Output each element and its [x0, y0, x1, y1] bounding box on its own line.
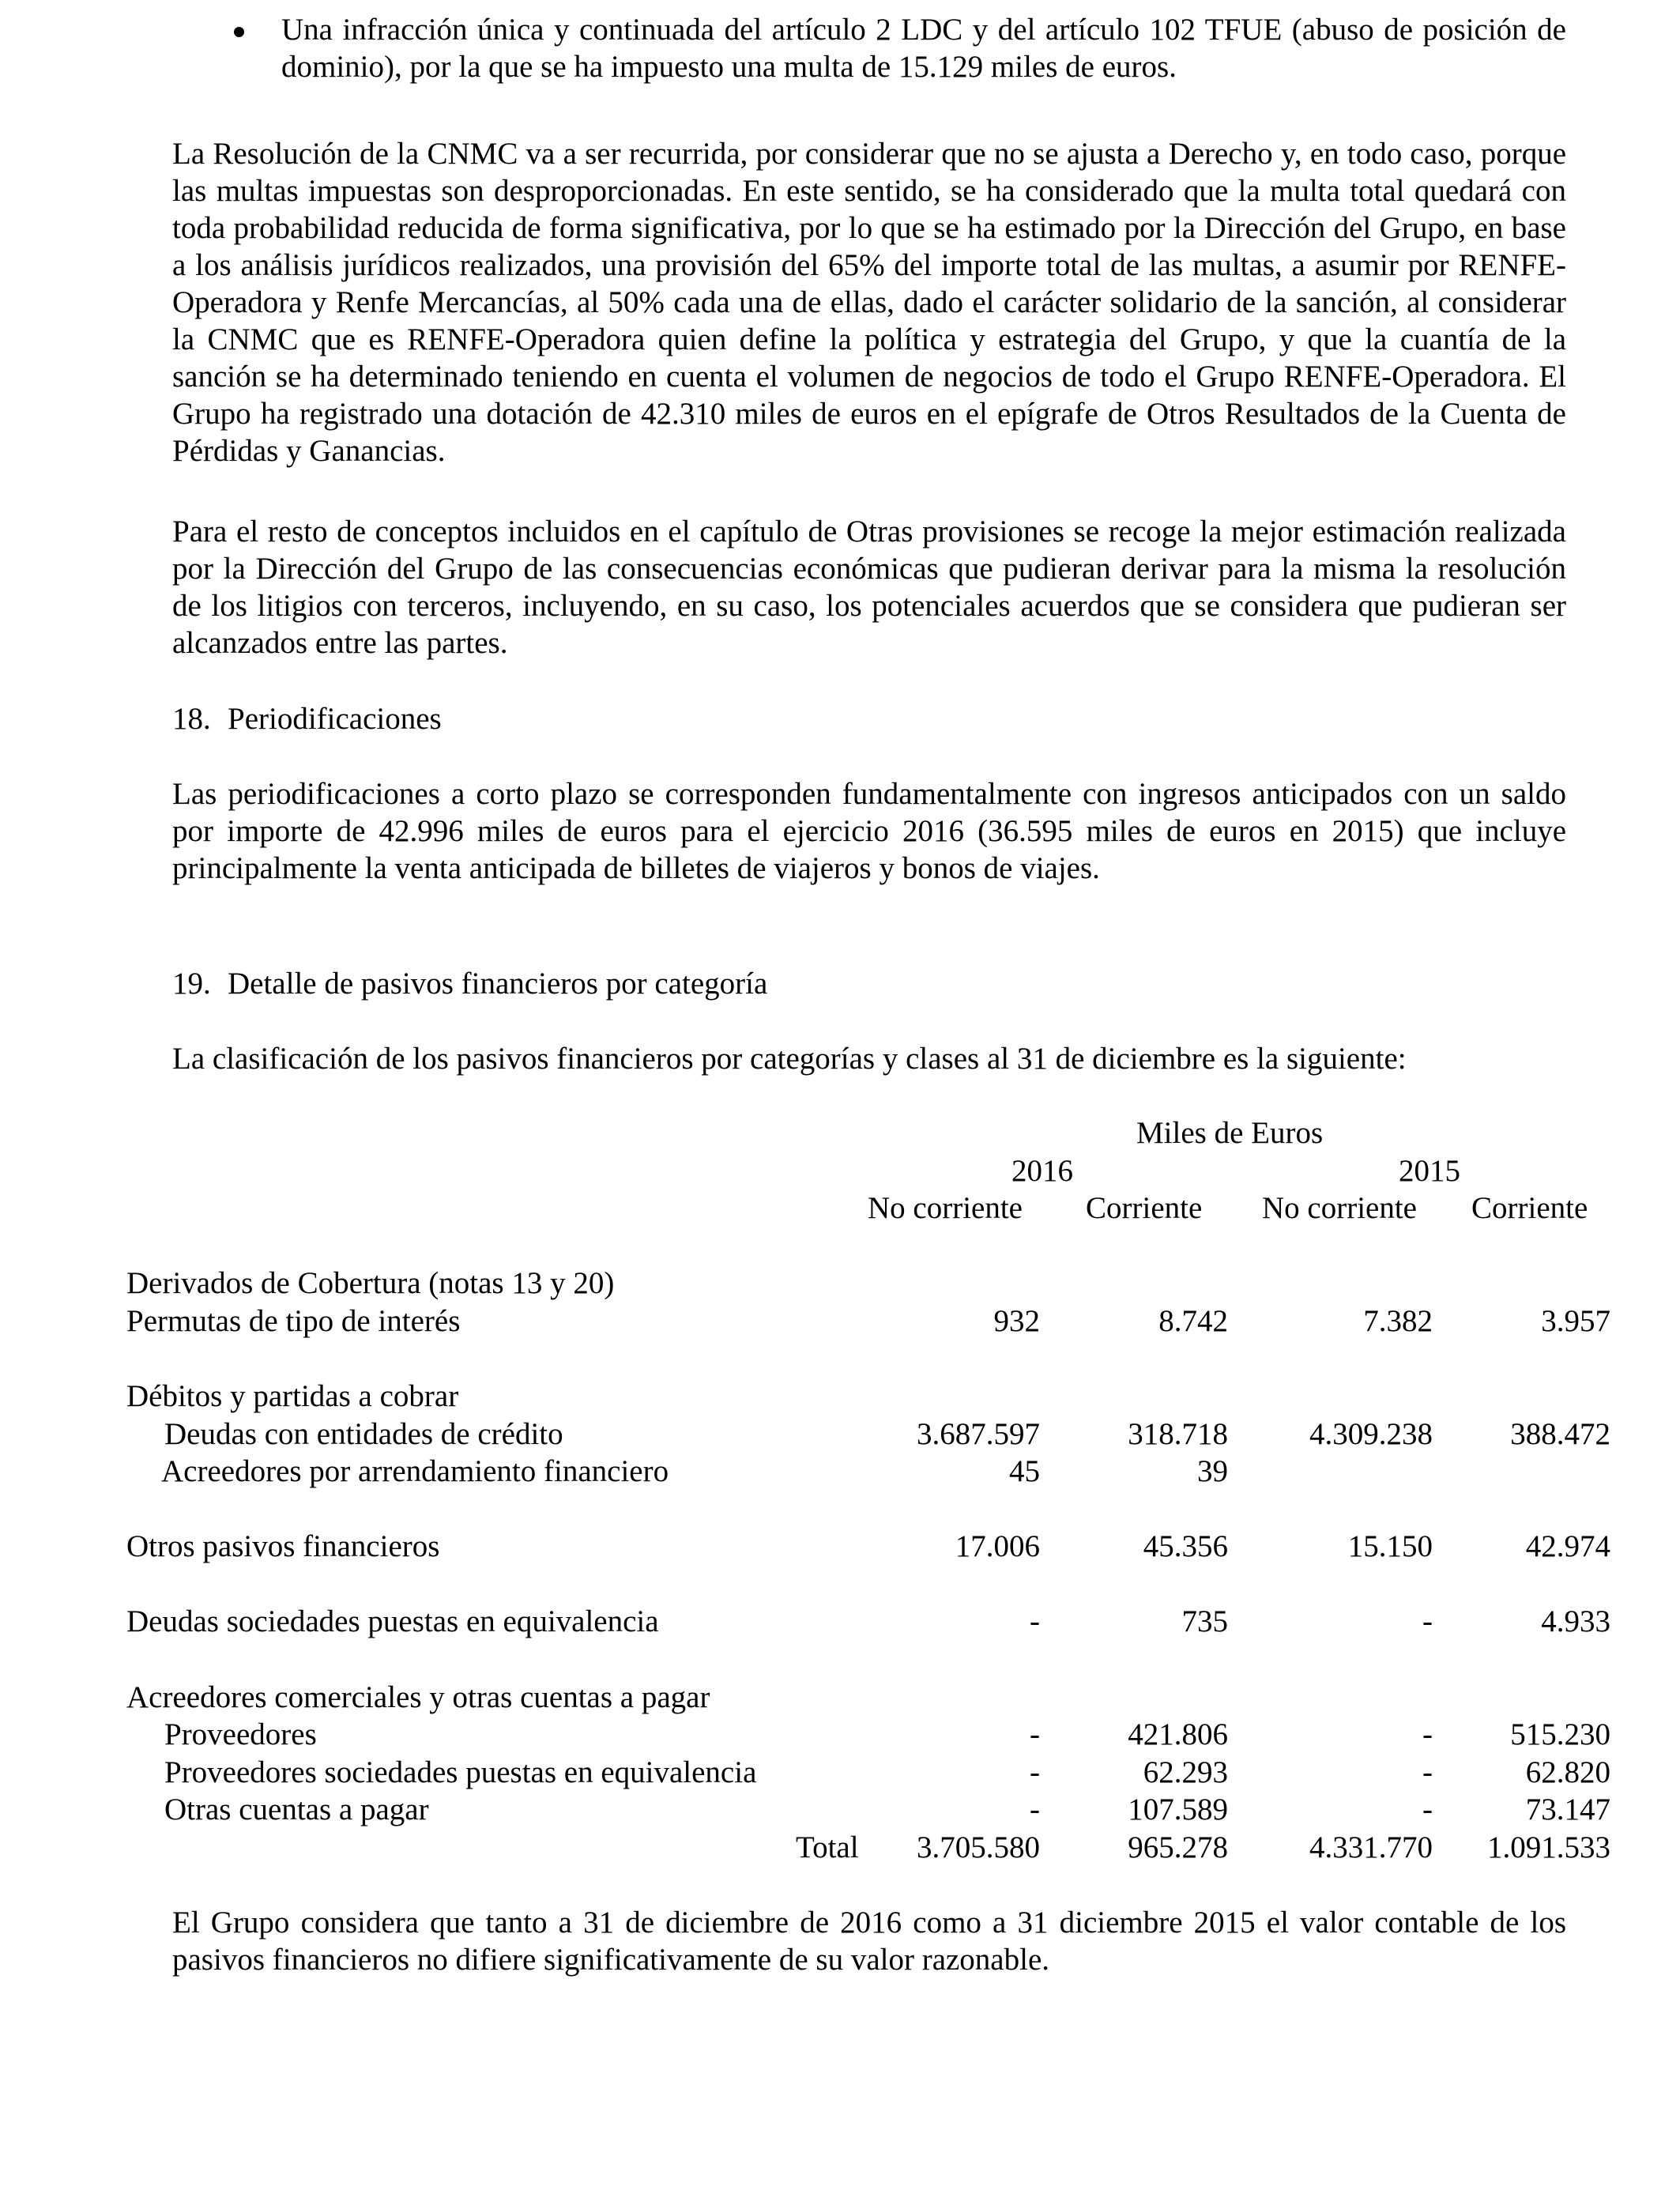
- cell-deudas-credito-nc2016: 3.687.597: [917, 1417, 1040, 1451]
- cell-deudas-equiv-nc2016: -: [1030, 1604, 1040, 1638]
- row-label-total: Total: [796, 1830, 859, 1864]
- section-heading-18: [172, 700, 442, 737]
- cell-otras-cuentas-nc2015: -: [1422, 1793, 1433, 1826]
- cell-otros-pasivos-c2015: 42.974: [1525, 1529, 1610, 1563]
- cell-total-nc2016: 3.705.580: [917, 1830, 1040, 1864]
- bullet-item: Una infracción única y continuada del artículo 2 LDC y del artículo 102 TFUE (abuso de posición de dominio), por la que se ha impuesto una multa de 15.129 miles de euros.: [281, 13, 1566, 84]
- cell-total-c2015: 1.091.533: [1487, 1830, 1610, 1864]
- cell-prov-equiv-c2015: 62.820: [1525, 1755, 1610, 1789]
- col-header-no-corriente-2015: No corriente: [1262, 1191, 1417, 1225]
- cell-deudas-credito-c2016: 318.718: [1128, 1417, 1228, 1451]
- cell-prov-equiv-nc2015: -: [1422, 1755, 1433, 1789]
- paragraph-resolucion-cnmc: La Resolución de la CNMC va a ser recurrida, por considerar que no se ajusta a Derecho y, en todo caso, porque las multas impuestas son desproporcionadas. En este sentido, se ha considerado que la multa total quedará con toda probabilidad reducida de forma significativa, por lo que se ha estimado por la Dirección del Grupo, en base a los análisis jurídicos realizados, una provisión del 65% del importe total de las multas, a asumir por RENFE-Operadora y Renfe Mercancías, al 50% cada una de ellas, dado el carácter solidario de la sanción, al considerar la CNMC que es RENFE-Operadora quien define la política y estrategia del Grupo, y que la cuantía de la sanción se ha determinado teniendo en cuenta el volumen de negocios de todo el Grupo RENFE-Operadora. El Grupo ha registrado una dotación de 42.310 miles de euros en el epígrafe de Otros Resultados de la Cuenta de Pérdidas y Ganancias.: [172, 137, 1566, 468]
- col-header-no-corriente-2016: No corriente: [868, 1191, 1023, 1225]
- cell-otros-pasivos-nc2015: 15.150: [1347, 1529, 1433, 1563]
- cell-proveedores-nc2015: -: [1422, 1717, 1433, 1751]
- cell-otros-pasivos-nc2016: 17.006: [955, 1529, 1040, 1563]
- cell-proveedores-c2015: 515.230: [1510, 1717, 1610, 1751]
- row-label-deudas-equiv: Deudas sociedades puestas en equivalencia: [126, 1604, 659, 1638]
- paragraph-clasificacion: La clasificación de los pasivos financieros por categorías y clases al 31 de diciembre es la siguiente:: [172, 1042, 1407, 1076]
- section-number: 18.: [172, 702, 211, 736]
- col-header-corriente-2015: Corriente: [1471, 1191, 1588, 1225]
- cell-otras-cuentas-c2015: 73.147: [1525, 1793, 1610, 1826]
- cell-total-nc2015: 4.331.770: [1309, 1830, 1433, 1864]
- cell-arrendamiento-c2016: 39: [1197, 1454, 1228, 1488]
- cell-prov-equiv-nc2016: -: [1030, 1755, 1040, 1789]
- cell-otros-pasivos-c2016: 45.356: [1143, 1529, 1228, 1563]
- cell-total-c2016: 965.278: [1128, 1830, 1228, 1864]
- row-label-derivados: Derivados de Cobertura (notas 13 y 20): [126, 1266, 615, 1300]
- paragraph-periodificaciones: Las periodificaciones a corto plazo se corresponden fundamentalmente con ingresos anticipados con un saldo por importe de 42.996 miles de euros para el ejercicio 2016 (36.595 miles de euros en 2015) que incluye principalmente la venta anticipada de billetes de viajeros y bonos de viajes.: [172, 777, 1566, 885]
- cell-arrendamiento-nc2016: 45: [1009, 1454, 1040, 1488]
- row-label-prov-equiv: Proveedores sociedades puestas en equivalencia: [164, 1755, 757, 1789]
- row-label-otros-pasivos: Otros pasivos financieros: [126, 1529, 440, 1563]
- paragraph-otras-provisiones: Para el resto de conceptos incluidos en el capítulo de Otras provisiones se recoge la mejor estimación realizada por la Dirección del Grupo de las consecuencias económicas que pudieran derivar para la misma la resolución de los litigios con terceros, incluyendo, en su caso, los potenciales acuerdos que se considera que pudieran ser alcanzados entre las partes.: [172, 515, 1566, 660]
- row-label-acreedores: Acreedores comerciales y otras cuentas a pagar: [126, 1680, 710, 1714]
- row-label-deudas-credito: Deudas con entidades de crédito: [164, 1417, 563, 1451]
- section-heading-19: [172, 965, 767, 1002]
- row-label-debitos: Débitos y partidas a cobrar: [126, 1379, 459, 1413]
- section-number: 19.: [172, 967, 211, 1001]
- cell-proveedores-c2016: 421.806: [1128, 1717, 1228, 1751]
- section-title: Detalle de pasivos financieros por categoría: [228, 967, 768, 1001]
- cell-deudas-credito-c2015: 388.472: [1510, 1417, 1610, 1451]
- cell-prov-equiv-c2016: 62.293: [1143, 1755, 1228, 1789]
- cell-deudas-credito-nc2015: 4.309.238: [1309, 1417, 1433, 1451]
- table-year-2015: 2015: [1399, 1154, 1460, 1188]
- section-title: Periodificaciones: [228, 702, 442, 736]
- row-label-otras-cuentas: Otras cuentas a pagar: [164, 1793, 429, 1826]
- col-header-corriente-2016: Corriente: [1086, 1191, 1203, 1225]
- table-unit-header: Miles de Euros: [1136, 1116, 1324, 1150]
- cell-proveedores-nc2016: -: [1030, 1717, 1040, 1751]
- cell-deudas-equiv-nc2015: -: [1422, 1604, 1433, 1638]
- cell-permutas-c2016: 8.742: [1158, 1304, 1228, 1338]
- table-year-2016: 2016: [1011, 1154, 1073, 1188]
- row-label-permutas: Permutas de tipo de interés: [126, 1304, 461, 1338]
- cell-permutas-c2015: 3.957: [1541, 1304, 1610, 1338]
- cell-deudas-equiv-c2015: 4.933: [1541, 1604, 1610, 1638]
- cell-permutas-nc2016: 932: [993, 1304, 1040, 1338]
- cell-otras-cuentas-nc2016: -: [1030, 1793, 1040, 1826]
- bullet-icon: [234, 27, 244, 37]
- row-label-proveedores: Proveedores: [164, 1717, 317, 1751]
- cell-otras-cuentas-c2016: 107.589: [1128, 1793, 1228, 1826]
- cell-deudas-equiv-c2016: 735: [1181, 1604, 1228, 1638]
- row-label-arrendamiento: Acreedores por arrendamiento financiero: [161, 1454, 669, 1488]
- paragraph-valor-razonable: El Grupo considera que tanto a 31 de diciembre de 2016 como a 31 diciembre 2015 el valor contable de los pasivos financieros no difiere significativamente de su valor razonable.: [172, 1906, 1566, 1977]
- cell-permutas-nc2015: 7.382: [1363, 1304, 1433, 1338]
